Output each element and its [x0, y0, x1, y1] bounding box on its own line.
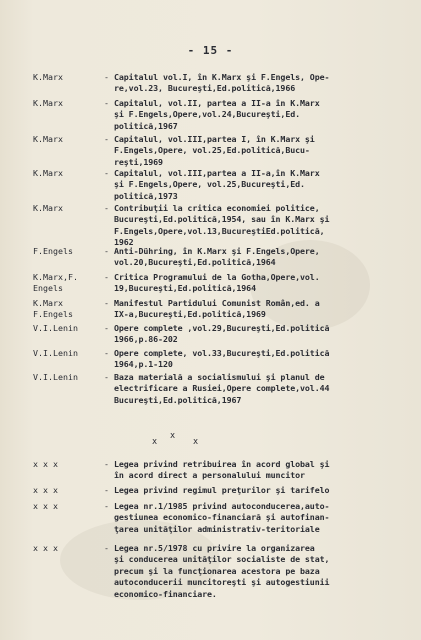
- entry-text: Legea nr.1/1985 privind autoconducerea,auto- gestiunea economico-financiară şi autofinan- ţarea unităţilor administrativ-teritoriale: [114, 501, 330, 534]
- entry-author: x x x: [33, 543, 58, 553]
- entry-dash: -: [104, 72, 109, 82]
- entry-dash: -: [104, 134, 109, 144]
- entry-text: Baza materială a socialismului şi planul de electrificare a Rusiei,Opere complete,vol.44 Bucureşti,Ed.politică,1967: [114, 372, 330, 405]
- entry-text: Legea privind retribuirea în acord global şi în acord direct a personalului muncitor: [114, 459, 330, 481]
- entry-dash: -: [104, 323, 109, 333]
- entry-dash: -: [104, 203, 109, 213]
- entry-dash: -: [104, 459, 109, 469]
- entry-author: V.I.Lenin: [33, 372, 78, 382]
- entry-author: K.Marx: [33, 168, 63, 178]
- entry-dash: -: [104, 501, 109, 511]
- entry-dash: -: [104, 98, 109, 108]
- entry-author: x x x: [33, 501, 58, 511]
- entry-dash: -: [104, 298, 109, 308]
- entry-text: Anti-Dühring, în K.Marx şi F.Engels,Opere, vol.20,Bucureşti,Ed.politică,1964: [114, 246, 320, 268]
- entry-author: V.I.Lenin: [33, 323, 78, 333]
- entry-dash: -: [104, 348, 109, 358]
- entry-text: Critica Programului de la Gotha,Opere,vol. 19,Bucureşti,Ed.politică,1964: [114, 272, 320, 294]
- entry-author: K.Marx F.Engels: [33, 298, 73, 320]
- entry-author: K.Marx: [33, 134, 63, 144]
- entry-text: Capitalul vol.I, în K.Marx şi F.Engels, Ope- re,vol.23, Bucureşti,Ed.politică,1966: [114, 72, 330, 94]
- entry-author: V.I.Lenin: [33, 348, 78, 358]
- entry-text: Opere complete, vol.33,Bucureşti,Ed.politică 1964,p.1-120: [114, 348, 330, 370]
- entry-dash: -: [104, 272, 109, 282]
- entry-text: Capitalul, vol.III,partea a II-a,în K.Marx şi F.Engels,Opere, vol.25,Bucureşti,Ed. politică,1973: [114, 168, 320, 201]
- separator-mark: x: [170, 431, 176, 441]
- entry-dash: -: [104, 246, 109, 256]
- entry-dash: -: [104, 372, 109, 382]
- entry-text: Legea privind regimul preţurilor şi tarifelo: [114, 485, 330, 495]
- entry-author: x x x: [33, 485, 58, 495]
- entry-dash: -: [104, 543, 109, 553]
- separator-mark: x: [193, 437, 199, 447]
- entry-author: K.Marx: [33, 72, 63, 82]
- entry-author: K.Marx: [33, 203, 63, 213]
- entry-text: Contribuţii la critica economiei politice, Bucureşti,Ed.politică,1954, sau în K.Marx şi F.Engels,Opere,vol.13,BucureştiEd.politică, 1962: [114, 203, 330, 248]
- entry-author: F.Engels: [33, 246, 73, 256]
- entry-text: Manifestul Partidului Comunist Român,ed. a IX-a,Bucureşti,Ed.politică,1969: [114, 298, 320, 320]
- entry-text: Capitalul, vol.II, partea a II-a în K.Marx şi F.Engels,Opere,vol.24,Bucureşti,Ed. politică,1967: [114, 98, 320, 131]
- entry-text: Capitalul, vol.III,partea I, în K.Marx şi F.Engels,Opere, vol.25,Ed.politică,Bucu- reşti,1969: [114, 134, 315, 167]
- entry-author: K.Marx: [33, 98, 63, 108]
- page-number: - 15 -: [187, 44, 234, 57]
- entry-dash: -: [104, 168, 109, 178]
- entry-author: K.Marx,F. Engels: [33, 272, 78, 294]
- separator-mark: x: [152, 437, 158, 447]
- entry-author: x x x: [33, 459, 58, 469]
- entry-text: Opere complete ,vol.29,Bucureşti,Ed.politică 1966,p.86-202: [114, 323, 330, 345]
- entry-text: Legea nr.5/1978 cu privire la organizarea şi conducerea unităţilor socialiste de stat, precum şi la funcţionarea acestora pe baza autoconducerii muncitoreşti şi autogestiunii economico-financiare.: [114, 543, 330, 599]
- entry-dash: -: [104, 485, 109, 495]
